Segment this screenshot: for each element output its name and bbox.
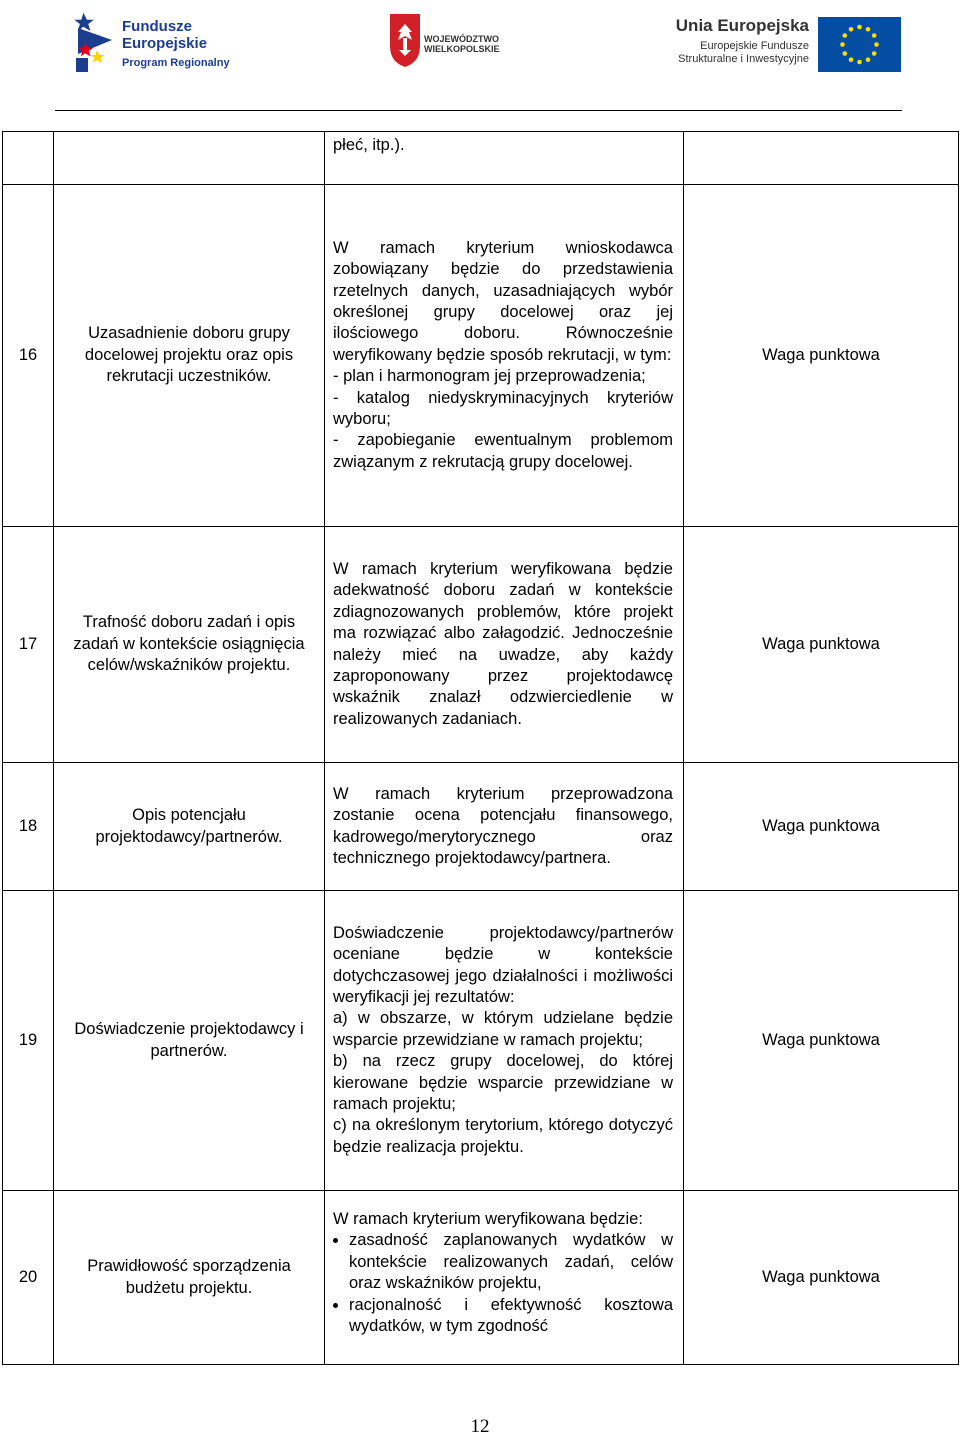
coat-of-arms-icon [388,12,422,68]
criterion-score-type: Waga punktowa [684,891,959,1191]
criterion-name: Opis potencjału projektodawcy/partnerów. [54,763,325,891]
criterion-name: Uzasadnienie doboru grupy docelowej projektu oraz opis rekrutacji uczestników. [54,185,325,527]
criterion-description [325,763,684,891]
table-row [3,527,959,763]
page-header [0,0,960,112]
criterion-name: Trafność doboru zadań i opis zadań w kontekście osiągnięcia celów/wskaźników projektu. [54,527,325,763]
criterion-score-type: Waga punktowa [684,527,959,763]
table-row [3,1191,959,1365]
criterion-number: 20 [3,1191,54,1365]
criterion-score-type: Waga punktowa [684,185,959,527]
description-item: a) w obszarze, w którym udzielane będzie wsparcie przewidziane w ramach projektu; [333,1009,673,1049]
fundusze-europejskie-logo [72,8,242,76]
fe-stars-icon [72,10,116,74]
description-paragraph: W ramach kryterium wnioskodawca zobowiązany będzie do przedstawienia rzetelnych danych, uzasadniających wybór określonej grupy docelowej oraz jej ilościowego doboru. Równocześnie weryfikowany będzie sposób rekrutacji, w tym: [333,238,673,364]
criterion-number: 19 [3,891,54,1191]
table-cell-num [3,132,54,185]
criterion-score-type: Waga punktowa [684,763,959,891]
bullet-list [333,1230,673,1337]
criterion-description [325,527,684,763]
table-row [3,185,959,527]
criterion-description [325,185,684,527]
criterion-number: 17 [3,527,54,763]
continuation-text: płeć, itp.). [333,136,405,154]
eu-logo-title: Unia Europejska [675,16,809,35]
table-row [3,891,959,1191]
table-row [3,763,959,891]
table-cell-score [684,132,959,185]
eu-logo-sub1: Europejskie Fundusze [700,40,809,52]
bullet-item: • zasadność zaplanowanych wydatków w kontekście realizowanych zadań, celów oraz wskaźników projektu, [349,1230,673,1294]
description-item: - zapobieganie ewentualnym problemom związanym z rekrutacją grupy docelowej. [333,431,673,471]
bullet-item: • racjonalność i efektywność kosztowa wydatków, w tym zgodność [349,1295,673,1338]
description-item: - katalog niedyskryminacyjnych kryteriów wyboru; [333,388,673,429]
fe-logo-line1: Fundusze [122,18,192,35]
eu-flag-icon [818,17,901,72]
criterion-number: 18 [3,763,54,891]
criterion-name: Prawidłowość sporządzenia budżetu projektu. [54,1191,325,1365]
description-paragraph: Doświadczenie projektodawcy/partnerów oceniane będzie w kontekście dotychczasowej jego działalności i możliwości weryfikacji jej rezultatów: [333,923,673,1006]
table-row-continuation [3,132,959,185]
eu-logo-sub2: Strukturalne i Inwestycyjne [678,53,809,65]
unia-europejska-logo [655,14,905,74]
table-cell-desc [325,132,684,185]
page-number: 12 [470,1416,490,1437]
criterion-name: Doświadczenie projektodawcy i partnerów. [54,891,325,1191]
header-divider [55,110,902,111]
fe-logo-line2: Europejskie [122,35,208,52]
criterion-score-type: Waga punktowa [684,1191,959,1365]
criteria-table [2,131,959,1365]
criterion-description [325,891,684,1191]
fe-logo-line3: Program Regionalny [122,57,230,69]
wlkp-logo-line2: WIELKOPOLSKIE [424,44,500,54]
wlkp-logo-line1: WOJEWÓDZTWO [424,34,499,44]
description-paragraph: W ramach kryterium przeprowadzona zostanie ocena potencjału finansowego, kadrowego/merytorycznego oraz technicznego projektodawcy/partnera. [333,784,673,867]
description-item: c) na określonym terytorium, którego dotyczyć będzie realizacja projektu. [333,1116,673,1156]
table-cell-name [54,132,325,185]
description-paragraph: W ramach kryterium weryfikowana będzie adekwatność doboru zadań w kontekście zdiagnozowanych problemów, które projekt ma rozwiązać albo załagodzić. Jednocześnie należy mieć na uwadze, aby każdy zaproponowany przez projektodawcę wskaźnik znalazł odzwierciedlenie w realizowanych zadaniach. [333,559,673,728]
description-item: - plan i harmonogram jej przeprowadzenia; [333,367,646,386]
description-item: b) na rzecz grupy docelowej, do której kierowane będzie wsparcie przewidziane w ramach projektu; [333,1052,673,1114]
description-paragraph: W ramach kryterium weryfikowana będzie: [333,1210,643,1228]
wojewodztwo-wielkopolskie-logo [388,12,528,72]
criterion-description [325,1191,684,1365]
criterion-number: 16 [3,185,54,527]
